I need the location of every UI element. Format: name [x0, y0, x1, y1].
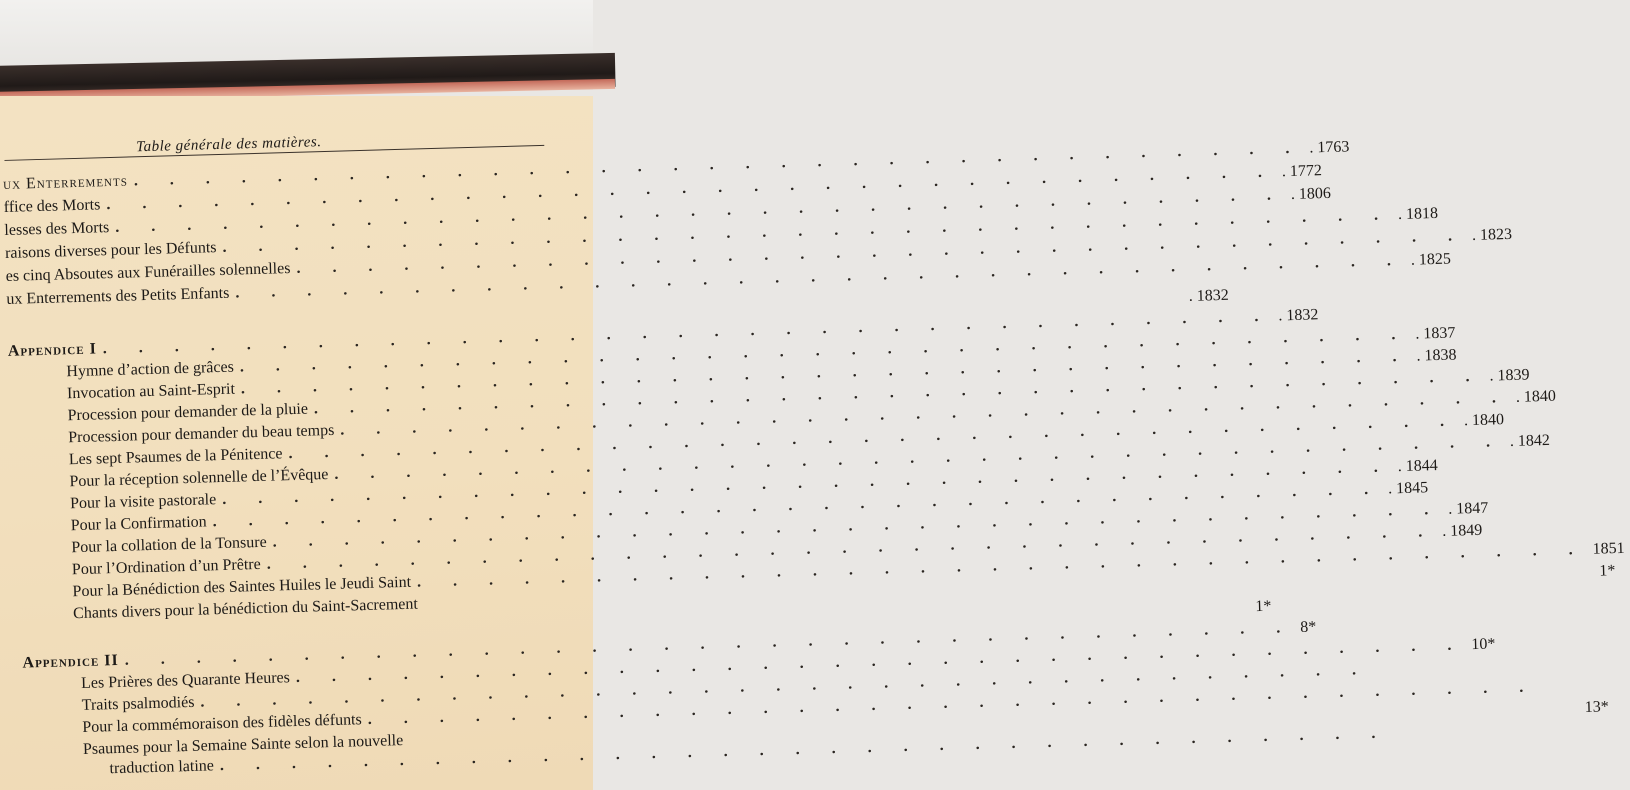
toc-label: raisons diverses pour les Défunts — [4, 239, 217, 262]
toc-label: ux Enterrements — [2, 172, 129, 193]
toc-label: Les sept Psaumes de la Pénitence — [68, 445, 283, 469]
toc-label: Pour la commémoraison des fidèles défunts — [82, 711, 362, 736]
toc-page: . 1837 — [1415, 324, 1456, 343]
toc-page: . 1823 — [1471, 225, 1513, 244]
toc-page: . 1842 — [1509, 431, 1551, 451]
toc-page: 10* — [1471, 635, 1496, 654]
toc-label: Pour la Confirmation — [70, 513, 207, 535]
toc-label: lesses des Morts — [4, 219, 110, 239]
toc-page: 13* — [1584, 698, 1609, 717]
toc-page: 1851 — [1592, 539, 1625, 558]
toc-page: . 1772 — [1281, 162, 1323, 181]
toc-page: . 1763 — [1309, 138, 1350, 157]
toc-page: . 1806 — [1290, 184, 1332, 204]
toc-label: Psaumes pour la Semaine Sainte selon la nouvelle — [82, 732, 404, 758]
section-heading: Appendice I — [7, 340, 98, 360]
page-header: Table générale des matières. — [135, 134, 322, 156]
toc-page: . 1838 — [1416, 346, 1457, 365]
toc-label: Pour la collation de la Tonsure — [71, 533, 267, 557]
toc-label: Pour la visite pastorale — [69, 491, 217, 513]
toc-label: traduction latine — [109, 757, 215, 778]
toc-label: Pour la Bénédiction des Saintes Huiles le Jeudi Saint — [72, 573, 412, 601]
toc-label: Chants divers pour la bénédiction du Saint-Sacrement — [72, 595, 419, 623]
toc-label: Les Prières des Quarante Heures — [80, 669, 291, 692]
toc-label: Pour la réception solennelle de l’Évêque — [69, 466, 329, 491]
toc-page: . 1844 — [1397, 457, 1438, 476]
toc-label: Pour l’Ordination d’un Prêtre — [71, 555, 261, 579]
toc-page: 1* — [1599, 562, 1616, 580]
toc-page: . 1840 — [1515, 387, 1557, 406]
toc-page: . 1840 — [1463, 411, 1505, 430]
toc-page: . 1845 — [1387, 479, 1429, 498]
toc-page: . 1849 — [1442, 521, 1483, 540]
toc-label: ffice des Morts — [3, 196, 101, 216]
toc-label: Procession pour demander de la pluie — [67, 400, 309, 425]
toc-page: . 1825 — [1410, 250, 1452, 269]
toc-page: 1* — [1255, 597, 1272, 616]
toc-page: . 1839 — [1489, 366, 1530, 385]
toc-label: Traits psalmodiés — [81, 693, 195, 714]
toc-page: . 1847 — [1447, 499, 1489, 518]
toc-label: Hymne d’action de grâces — [66, 358, 235, 381]
toc-label: Invocation au Saint-Esprit — [66, 380, 236, 403]
toc-page: 8* — [1300, 618, 1317, 636]
toc-page: . 1832 — [1278, 306, 1319, 325]
section-heading: Appendice II — [22, 651, 119, 672]
toc-page: . 1832 — [1188, 286, 1229, 305]
toc-label: ux Enterrements des Petits Enfants — [6, 284, 230, 308]
toc-label: Procession pour demander du beau temps — [68, 421, 335, 447]
toc-label: es cinq Absoutes aux Funérailles solennelles — [5, 259, 291, 285]
toc-page: . 1818 — [1397, 204, 1439, 224]
